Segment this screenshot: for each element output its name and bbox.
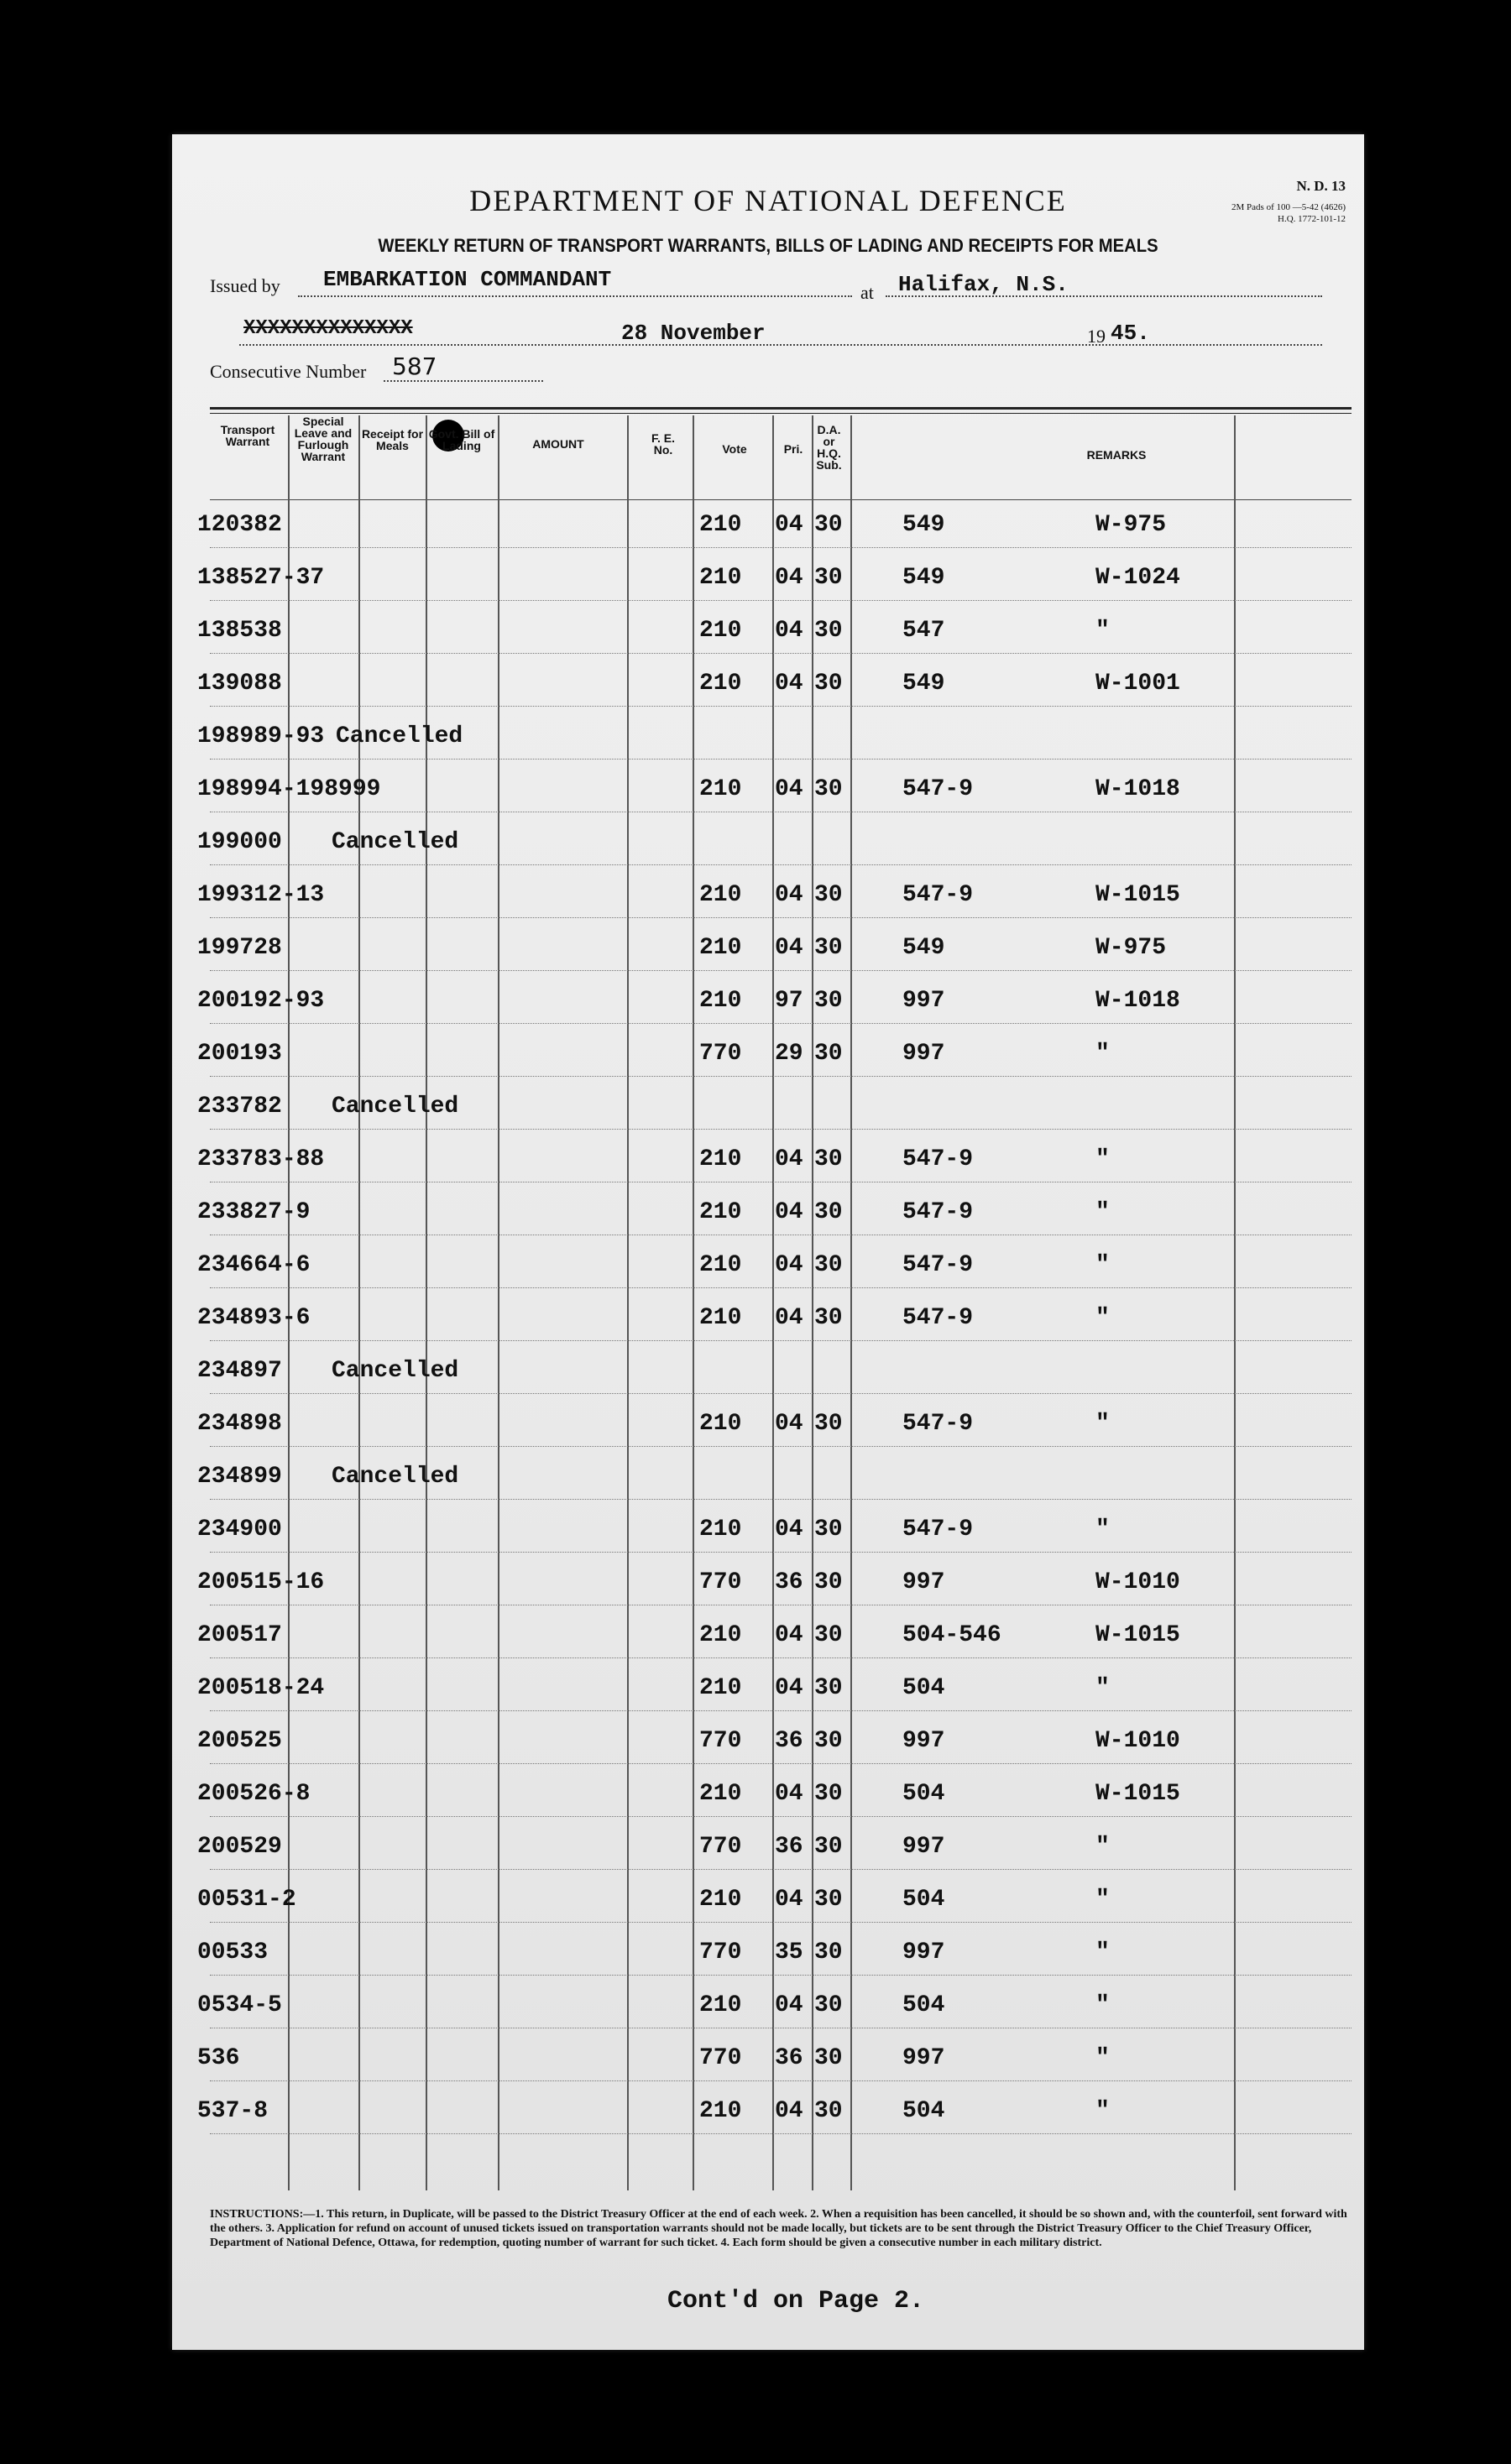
form-number: N. D. 13 bbox=[1296, 178, 1346, 194]
da-value: 30 bbox=[814, 1411, 843, 1437]
da-value: 30 bbox=[814, 988, 843, 1014]
cancelled-note: Cancelled bbox=[332, 1094, 459, 1120]
pri-value: 36 bbox=[775, 1834, 803, 1860]
vote-value: 210 bbox=[699, 2098, 742, 2124]
cancelled-note: Cancelled bbox=[332, 1464, 459, 1490]
warrant-number: 199312-13 bbox=[197, 882, 325, 908]
da-value: 30 bbox=[814, 776, 843, 802]
pri-value: 04 bbox=[775, 1146, 803, 1172]
pri-value: 29 bbox=[775, 1041, 803, 1067]
warrant-number: 199000 bbox=[197, 829, 282, 855]
header-pri: Pri. bbox=[783, 442, 803, 456]
sub-value: 547-9 bbox=[902, 776, 974, 802]
da-value: 30 bbox=[814, 1939, 843, 1965]
row-rule bbox=[210, 1710, 1352, 1711]
vote-value: 210 bbox=[699, 565, 742, 591]
vote-value: 210 bbox=[699, 988, 742, 1014]
remarks-value: " bbox=[1095, 1305, 1110, 1331]
warrant-number: 138527-37 bbox=[197, 565, 325, 591]
sub-value: 547-9 bbox=[902, 1517, 974, 1543]
header-receipt-meals: Receipt for Meals bbox=[361, 427, 424, 452]
da-value: 30 bbox=[814, 2045, 843, 2071]
remarks-value: W-1024 bbox=[1095, 565, 1180, 591]
warrant-number: 200193 bbox=[197, 1041, 282, 1067]
remarks-value: W-1001 bbox=[1095, 671, 1180, 697]
year-suffix: 45. bbox=[1111, 321, 1150, 346]
vote-value: 210 bbox=[699, 882, 742, 908]
pri-value: 04 bbox=[775, 882, 803, 908]
sub-value: 504 bbox=[902, 2098, 945, 2124]
remarks-value: " bbox=[1095, 1939, 1110, 1965]
header-bottom-rule bbox=[210, 499, 1352, 500]
row-rule bbox=[210, 1922, 1352, 1923]
sub-value: 997 bbox=[902, 2045, 945, 2071]
pri-value: 04 bbox=[775, 1992, 803, 2018]
year-prefix: 19 bbox=[1087, 326, 1106, 347]
remarks-value: " bbox=[1095, 1675, 1110, 1701]
vote-value: 210 bbox=[699, 776, 742, 802]
form-page bbox=[172, 134, 1364, 2350]
pri-value: 04 bbox=[775, 2098, 803, 2124]
sub-value: 504 bbox=[902, 1887, 945, 1913]
vote-value: 770 bbox=[699, 2045, 742, 2071]
warrant-number: 200526-8 bbox=[197, 1781, 311, 1807]
remarks-value: " bbox=[1095, 1992, 1110, 2018]
pri-value: 04 bbox=[775, 1411, 803, 1437]
pri-value: 04 bbox=[775, 512, 803, 538]
sub-value: 997 bbox=[902, 1939, 945, 1965]
sub-value: 504-546 bbox=[902, 1622, 1001, 1648]
vote-value: 770 bbox=[699, 1569, 742, 1595]
da-value: 30 bbox=[814, 1146, 843, 1172]
remarks-value: W-1015 bbox=[1095, 1781, 1180, 1807]
row-rule bbox=[210, 2080, 1352, 2081]
pri-value: 04 bbox=[775, 1781, 803, 1807]
sub-value: 997 bbox=[902, 1041, 945, 1067]
sub-value: 504 bbox=[902, 1675, 945, 1701]
sub-value: 547-9 bbox=[902, 882, 974, 908]
warrant-number: 233783-88 bbox=[197, 1146, 325, 1172]
da-value: 30 bbox=[814, 1041, 843, 1067]
vote-value: 210 bbox=[699, 671, 742, 697]
da-value: 30 bbox=[814, 618, 843, 644]
row-rule bbox=[210, 1023, 1352, 1024]
col-line-3 bbox=[426, 415, 427, 2190]
vote-value: 210 bbox=[699, 1199, 742, 1225]
col-line-1 bbox=[288, 415, 290, 2190]
warrant-number: 233782 bbox=[197, 1094, 282, 1120]
remarks-value: " bbox=[1095, 1146, 1110, 1172]
header-amount: AMOUNT bbox=[532, 437, 584, 451]
pri-value: 04 bbox=[775, 1517, 803, 1543]
da-value: 30 bbox=[814, 1781, 843, 1807]
remarks-value: W-1015 bbox=[1095, 882, 1180, 908]
col-line-9 bbox=[850, 415, 852, 2190]
da-value: 30 bbox=[814, 565, 843, 591]
issued-by-label: Issued by bbox=[210, 275, 280, 296]
warrant-number: 234664-6 bbox=[197, 1252, 311, 1278]
warrant-number: 200515-16 bbox=[197, 1569, 325, 1595]
row-rule bbox=[210, 864, 1352, 865]
pri-value: 35 bbox=[775, 1939, 803, 1965]
warrant-number: 200517 bbox=[197, 1622, 282, 1648]
row-rule bbox=[210, 1499, 1352, 1500]
vote-value: 210 bbox=[699, 1887, 742, 1913]
pri-value: 04 bbox=[775, 1199, 803, 1225]
da-value: 30 bbox=[814, 882, 843, 908]
cancelled-note: Cancelled bbox=[336, 723, 463, 749]
remarks-value: W-975 bbox=[1095, 935, 1167, 961]
pri-value: 04 bbox=[775, 1675, 803, 1701]
vote-value: 770 bbox=[699, 1834, 742, 1860]
pri-value: 36 bbox=[775, 1728, 803, 1754]
row-rule bbox=[210, 1393, 1352, 1394]
vote-value: 210 bbox=[699, 1781, 742, 1807]
pri-value: 04 bbox=[775, 671, 803, 697]
vote-value: 210 bbox=[699, 1992, 742, 2018]
header-vote: Vote bbox=[722, 442, 747, 456]
sub-value: 547-9 bbox=[902, 1305, 974, 1331]
header-govt-bill: Govt. Bill of Lading bbox=[428, 427, 495, 452]
instructions-text: INSTRUCTIONS:—1. This return, in Duplicate, will be passed to the District Treasury Officer at the end of each week. 2. When a requisition has been cancelled, it should be so shown and, with the counterfoil, sent forward with the others. 3. Application for refund on account of unused tickets issued on transportation warrants should not be made locally, but tickets are to be sent through the District Treasury Officer to the Chief Treasury Officer, Department of National Defence, Ottawa, for redemption, quoting number of warrant for such ticket. 4. Each form should be given a consecutive number in each military district. bbox=[210, 2208, 1347, 2249]
da-value: 30 bbox=[814, 671, 843, 697]
continued-note: Cont'd on Page 2. bbox=[667, 2287, 925, 2315]
col-line-6 bbox=[693, 415, 694, 2190]
row-rule bbox=[210, 1657, 1352, 1658]
pri-value: 97 bbox=[775, 988, 803, 1014]
da-value: 30 bbox=[814, 1887, 843, 1913]
pri-value: 04 bbox=[775, 1622, 803, 1648]
warrant-number: 200518-24 bbox=[197, 1675, 325, 1701]
header-transport-warrant: Transport Warrant bbox=[220, 423, 275, 448]
remarks-value: " bbox=[1095, 618, 1110, 644]
row-rule bbox=[210, 970, 1352, 971]
pri-value: 04 bbox=[775, 1252, 803, 1278]
da-value: 30 bbox=[814, 1622, 843, 1648]
col-line-8 bbox=[812, 415, 813, 2190]
issued-by-underline bbox=[298, 295, 852, 297]
pri-value: 36 bbox=[775, 1569, 803, 1595]
form-subtitle: WEEKLY RETURN OF TRANSPORT WARRANTS, BILLS OF LADING AND RECEIPTS FOR MEALS bbox=[378, 235, 1158, 256]
warrant-number: 200192-93 bbox=[197, 988, 325, 1014]
row-rule bbox=[210, 1287, 1352, 1288]
sub-value: 997 bbox=[902, 988, 945, 1014]
col-line-5 bbox=[627, 415, 629, 2190]
issued-by-value: EMBARKATION COMMANDANT bbox=[323, 267, 612, 292]
header-fe-no: F. E. No. bbox=[651, 431, 675, 457]
at-label: at bbox=[860, 282, 874, 303]
sub-value: 549 bbox=[902, 935, 945, 961]
vote-value: 210 bbox=[699, 1146, 742, 1172]
warrant-number: 138538 bbox=[197, 618, 282, 644]
row-rule bbox=[210, 1816, 1352, 1817]
warrant-number: 537-8 bbox=[197, 2098, 269, 2124]
vote-value: 770 bbox=[699, 1939, 742, 1965]
pri-value: 04 bbox=[775, 565, 803, 591]
remarks-value: " bbox=[1095, 1199, 1110, 1225]
remarks-value: W-1018 bbox=[1095, 776, 1180, 802]
remarks-value: " bbox=[1095, 1252, 1110, 1278]
row-rule bbox=[210, 1340, 1352, 1341]
da-value: 30 bbox=[814, 512, 843, 538]
consecutive-value: 587 bbox=[392, 352, 437, 380]
col-line-4 bbox=[498, 415, 499, 2190]
sub-value: 997 bbox=[902, 1834, 945, 1860]
remarks-value: " bbox=[1095, 1517, 1110, 1543]
row-rule bbox=[210, 1129, 1352, 1130]
pri-value: 04 bbox=[775, 1305, 803, 1331]
sub-value: 997 bbox=[902, 1569, 945, 1595]
header-remarks: REMARKS bbox=[1086, 448, 1147, 462]
consecutive-label: Consecutive Number bbox=[210, 361, 367, 382]
header-special-leave: Special Leave and Furlough Warrant bbox=[294, 415, 353, 463]
remarks-value: W-975 bbox=[1095, 512, 1167, 538]
warrant-number: 139088 bbox=[197, 671, 282, 697]
warrant-number: 00531-2 bbox=[197, 1887, 296, 1913]
row-rule bbox=[210, 2133, 1352, 2134]
remarks-value: W-1015 bbox=[1095, 1622, 1180, 1648]
pri-value: 04 bbox=[775, 935, 803, 961]
remarks-value: " bbox=[1095, 1041, 1110, 1067]
cancelled-note: Cancelled bbox=[332, 829, 459, 855]
row-rule bbox=[210, 1446, 1352, 1447]
row-rule bbox=[210, 759, 1352, 760]
warrant-number: 200525 bbox=[197, 1728, 282, 1754]
pri-value: 04 bbox=[775, 776, 803, 802]
da-value: 30 bbox=[814, 1992, 843, 2018]
sub-value: 549 bbox=[902, 671, 945, 697]
row-rule bbox=[210, 917, 1352, 918]
row-rule bbox=[210, 653, 1352, 654]
row-rule bbox=[210, 1975, 1352, 1976]
vote-value: 210 bbox=[699, 935, 742, 961]
warrant-number: 200529 bbox=[197, 1834, 282, 1860]
sub-value: 504 bbox=[902, 1781, 945, 1807]
sub-value: 547-9 bbox=[902, 1411, 974, 1437]
print-info-line-2: H.Q. 1772-101-12 bbox=[1278, 214, 1346, 224]
pri-value: 36 bbox=[775, 2045, 803, 2071]
sub-value: 547-9 bbox=[902, 1199, 974, 1225]
row-rule bbox=[210, 706, 1352, 707]
vote-value: 210 bbox=[699, 1675, 742, 1701]
da-value: 30 bbox=[814, 935, 843, 961]
sub-value: 997 bbox=[902, 1728, 945, 1754]
vote-value: 210 bbox=[699, 1252, 742, 1278]
row-rule bbox=[210, 1869, 1352, 1870]
sub-value: 504 bbox=[902, 1992, 945, 2018]
row-rule bbox=[210, 1552, 1352, 1553]
remarks-value: W-1010 bbox=[1095, 1569, 1180, 1595]
remarks-value: " bbox=[1095, 1887, 1110, 1913]
vote-value: 210 bbox=[699, 618, 742, 644]
print-info-line-1: 2M Pads of 100 —5-42 (4626) bbox=[1231, 202, 1346, 212]
warrant-number: 536 bbox=[197, 2045, 240, 2071]
remarks-value: " bbox=[1095, 2045, 1110, 2071]
pri-value: 04 bbox=[775, 1887, 803, 1913]
remarks-value: " bbox=[1095, 1411, 1110, 1437]
table-top-rule-2 bbox=[210, 413, 1352, 414]
sub-value: 547 bbox=[902, 618, 945, 644]
vote-value: 210 bbox=[699, 1411, 742, 1437]
row-rule bbox=[210, 1076, 1352, 1077]
row-rule bbox=[210, 547, 1352, 548]
vote-value: 210 bbox=[699, 1622, 742, 1648]
remarks-value: W-1010 bbox=[1095, 1728, 1180, 1754]
col-line-2 bbox=[358, 415, 360, 2190]
row-rule bbox=[210, 600, 1352, 601]
warrant-number: 233827-9 bbox=[197, 1199, 311, 1225]
date-value: 28 November bbox=[621, 321, 766, 346]
warrant-number: 120382 bbox=[197, 512, 282, 538]
date-underline bbox=[239, 344, 1322, 346]
sub-value: 547-9 bbox=[902, 1146, 974, 1172]
form-title: DEPARTMENT OF NATIONAL DEFENCE bbox=[469, 184, 1067, 217]
warrant-number: 198989-93 bbox=[197, 723, 325, 749]
col-line-10 bbox=[1234, 415, 1236, 2190]
pri-value: 04 bbox=[775, 618, 803, 644]
da-value: 30 bbox=[814, 1728, 843, 1754]
sub-value: 547-9 bbox=[902, 1252, 974, 1278]
row-rule bbox=[210, 1763, 1352, 1764]
da-value: 30 bbox=[814, 1199, 843, 1225]
warrant-number: 198994-198999 bbox=[197, 776, 381, 802]
da-value: 30 bbox=[814, 1305, 843, 1331]
warrant-number: 0534-5 bbox=[197, 1992, 282, 2018]
remarks-value: " bbox=[1095, 1834, 1110, 1860]
vote-value: 770 bbox=[699, 1728, 742, 1754]
vote-value: 210 bbox=[699, 1305, 742, 1331]
remarks-value: " bbox=[1095, 2098, 1110, 2124]
da-value: 30 bbox=[814, 2098, 843, 2124]
da-value: 30 bbox=[814, 1834, 843, 1860]
col-line-7 bbox=[772, 415, 774, 2190]
date-label-struck: XXXXXXXXXXXXXX bbox=[243, 317, 413, 340]
da-value: 30 bbox=[814, 1675, 843, 1701]
da-value: 30 bbox=[814, 1252, 843, 1278]
warrant-number: 199728 bbox=[197, 935, 282, 961]
vote-value: 770 bbox=[699, 1041, 742, 1067]
remarks-value: W-1018 bbox=[1095, 988, 1180, 1014]
da-value: 30 bbox=[814, 1517, 843, 1543]
warrant-number: 00533 bbox=[197, 1939, 269, 1965]
vote-value: 210 bbox=[699, 512, 742, 538]
sub-value: 549 bbox=[902, 512, 945, 538]
cancelled-note: Cancelled bbox=[332, 1358, 459, 1384]
warrant-number: 234897 bbox=[197, 1358, 282, 1384]
header-da: D.A. or H.Q. Sub. bbox=[816, 423, 842, 472]
warrant-number: 234893-6 bbox=[197, 1305, 311, 1331]
warrant-number: 234900 bbox=[197, 1517, 282, 1543]
warrant-number: 234899 bbox=[197, 1464, 282, 1490]
vote-value: 210 bbox=[699, 1517, 742, 1543]
at-value: Halifax, N.S. bbox=[898, 272, 1069, 297]
da-value: 30 bbox=[814, 1569, 843, 1595]
consecutive-underline bbox=[384, 380, 543, 382]
table-top-rule bbox=[210, 407, 1352, 410]
sub-value: 549 bbox=[902, 565, 945, 591]
warrant-number: 234898 bbox=[197, 1411, 282, 1437]
